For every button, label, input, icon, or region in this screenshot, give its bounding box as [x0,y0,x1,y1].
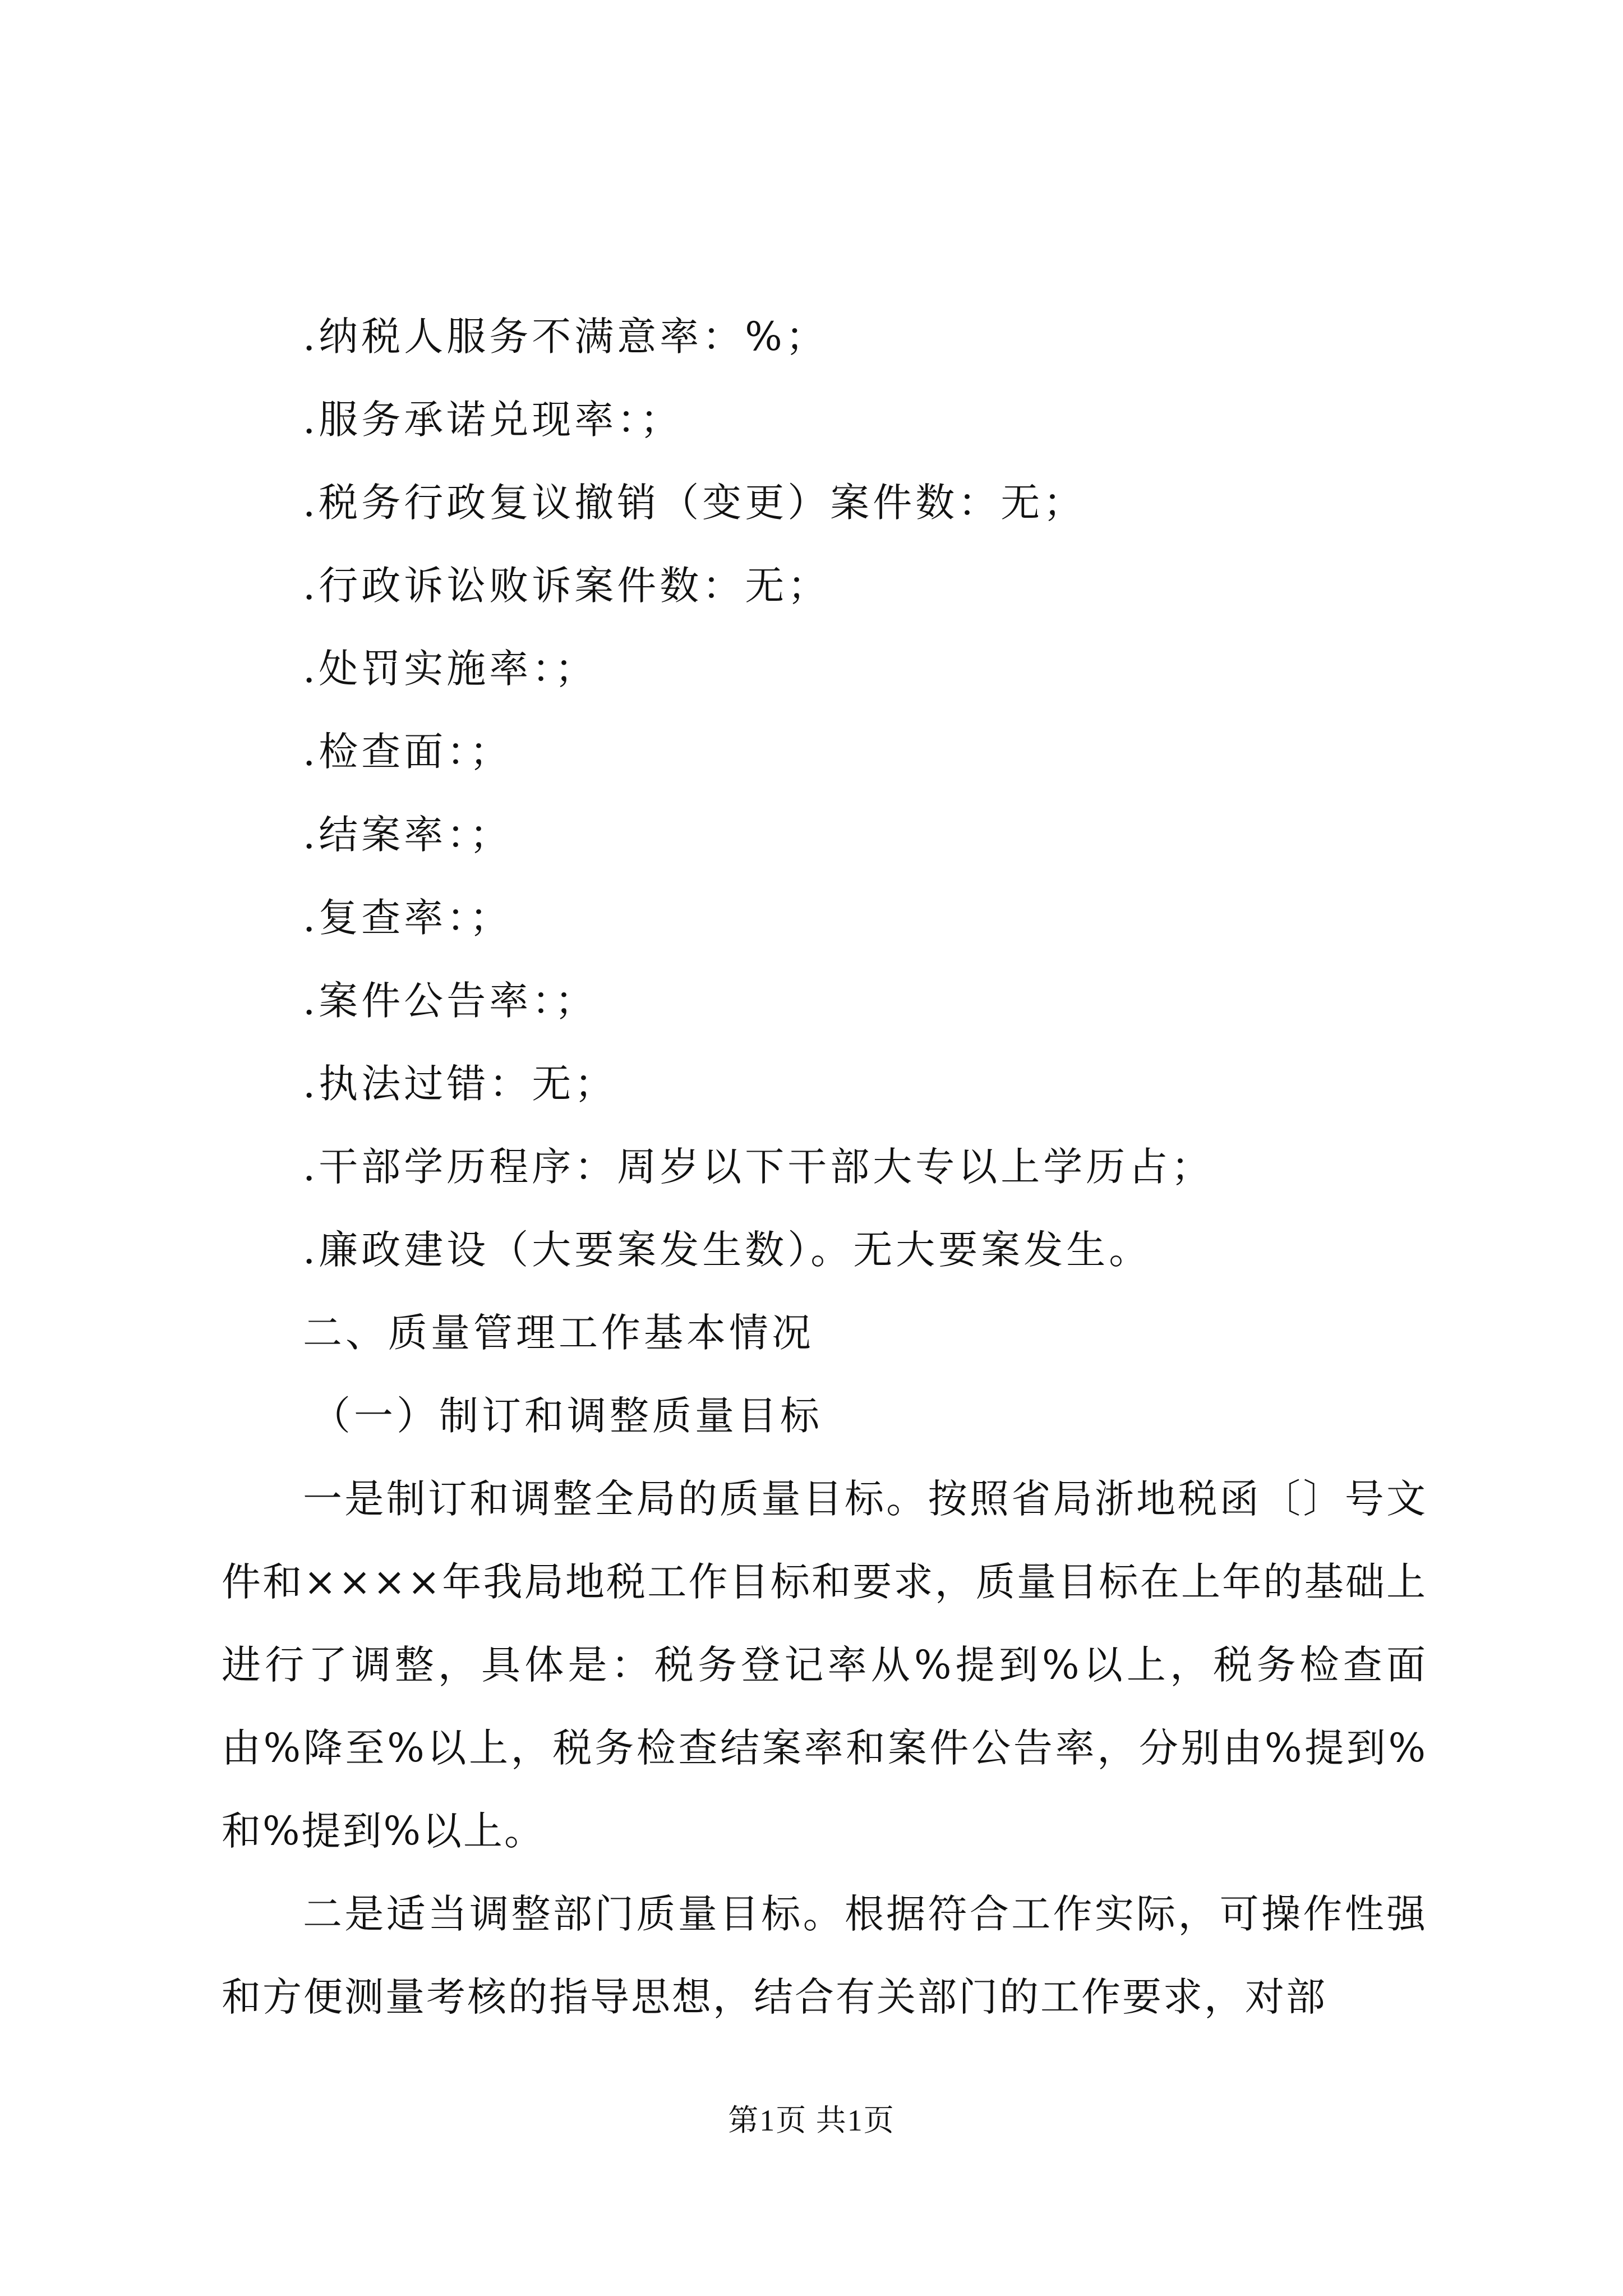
list-item: .税务行政复议撤销（变更）案件数：无； [303,480,1086,526]
section-heading: 二、质量管理工作基本情况 [303,1310,814,1356]
list-item: .行政诉讼败诉案件数：无； [303,563,831,609]
page-footer: 第1页 共1页 [728,2104,895,2137]
list-item: .干部学历程序：周岁以下干部大专以上学历占； [303,1144,1214,1190]
list-item: .检查面：； [303,729,513,775]
list-item: .处罚实施率：； [303,646,598,692]
list-item: .执法过错：无； [303,1061,617,1107]
list-item: .结案率：； [303,812,513,858]
list-item: .复查率：； [303,895,513,941]
list-item: .纳税人服务不满意率：%； [303,314,828,360]
list-item: .案件公告率：； [303,978,598,1024]
list-item: .服务承诺兑现率：； [303,397,683,443]
subsection-heading: （一）制订和调整质量目标 [311,1393,823,1439]
paragraph: 一是制订和调整全局的质量目标。按照省局浙地税函〔〕号文件和××××年我局地税工作目标和要求，质量目标在上年的基础上进行了调整，具体是：税务登记率从%提到%以上，税务检查面由%降至%以上，税务检查结案率和案件公告率，分别由%提到%和%提到%以上。 [222,1476,1427,1854]
paragraph: 二是适当调整部门质量目标。根据符合工作实际，可操作性强和方便测量考核的指导思想，结合有关部门的工作要求，对部 [222,1891,1427,2020]
list-item: .廉政建设（大要案发生数）。无大要案发生。 [303,1227,1152,1273]
